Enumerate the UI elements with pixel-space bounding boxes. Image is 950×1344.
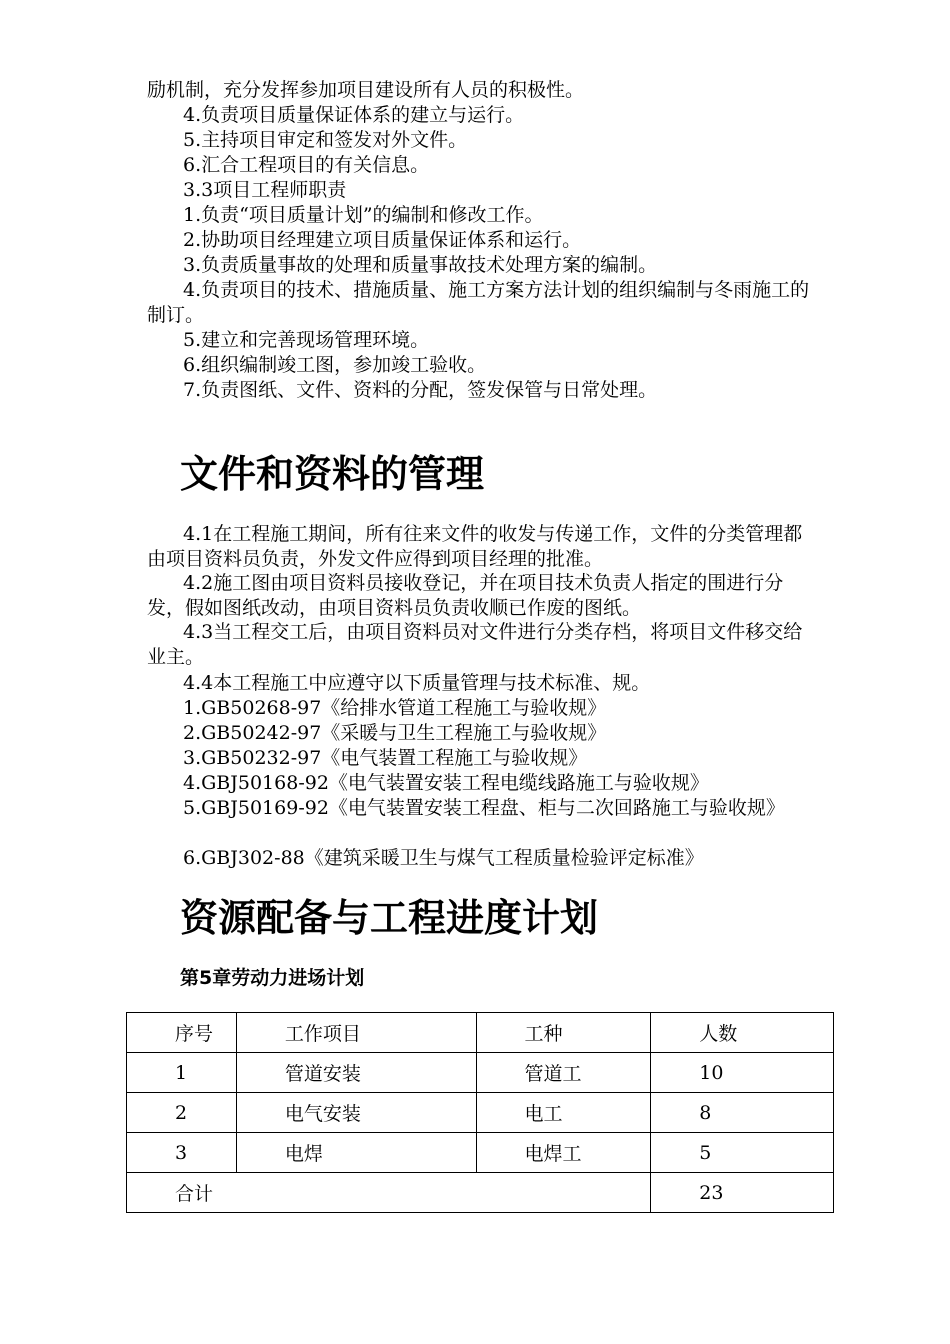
header-cell: 工作项目 [236, 1013, 476, 1053]
table-cell: 电气安装 [236, 1093, 476, 1133]
table-header-row [127, 1013, 834, 1053]
standard-item: 4.GBJ50168-92《电气装置安装工程电缆线路施工与验收规》 [183, 772, 709, 794]
header-cell: 人数 [651, 1013, 834, 1053]
table-cell: 电焊 [236, 1133, 476, 1173]
paragraph: 4.2施工图由项目资料员接收登记，并在项目技术负责人指定的围进行分发，假如图纸改动，由项目资料员负责收顺已作废的图纸。 [147, 572, 784, 619]
paragraph: 4.1在工程施工期间，所有往来文件的收发与传递工作，文件的分类管理都由项目资料员负责，外发文件应得到项目经理的批准。 [147, 523, 803, 570]
standard-item: 5.GBJ50169-92《电气装置安装工程盘、柜与二次回路施工与验收规》 [183, 797, 785, 819]
standard-item: 1.GB50268-97《给排水管道工程施工与验收规》 [183, 697, 607, 719]
table-cell: 电焊工 [476, 1133, 651, 1173]
chapter-title: 第5章劳动力进场计划 [180, 967, 365, 989]
paragraph-line: 3.负责质量事故的处理和质量事故技术处理方案的编制。 [183, 254, 658, 276]
paragraph-line: 6.汇合工程项目的有关信息。 [183, 154, 430, 176]
table-cell: 5 [651, 1133, 834, 1173]
table-cell: 3 [127, 1133, 237, 1173]
paragraph-line: 4.负责项目质量保证体系的建立与运行。 [183, 104, 525, 126]
header-cell: 工种 [476, 1013, 651, 1053]
paragraph: 4.3当工程交工后，由项目资料员对文件进行分类存档，将项目文件移交给业主。 [147, 621, 803, 668]
table-cell: 管道安装 [236, 1053, 476, 1093]
table-cell: 2 [127, 1093, 237, 1133]
paragraph-line: 6.组织编制竣工图，参加竣工验收。 [183, 354, 487, 376]
table-total-row [127, 1173, 834, 1213]
table-cell: 电工 [476, 1093, 651, 1133]
section-heading-resources: 资源配备与工程进度计划 [180, 896, 599, 940]
table-cell: 8 [651, 1093, 834, 1133]
table-cell: 10 [651, 1053, 834, 1093]
paragraph-line: 1.负责“项目质量计划”的编制和修改工作。 [183, 204, 544, 226]
paragraph-line: 4.负责项目的技术、措施质量、施工方案方法计划的组织编制与冬雨施工的制订。 [147, 279, 810, 326]
table-row [127, 1053, 834, 1093]
paragraph-line: 2.协助项目经理建立项目质量保证体系和运行。 [183, 229, 582, 251]
table-row [127, 1133, 834, 1173]
paragraph-line: 5.主持项目审定和签发对外文件。 [183, 129, 468, 151]
total-label-cell: 合计 [127, 1173, 651, 1213]
header-cell: 序号 [127, 1013, 237, 1053]
section-subtitle: 3.3项目工程师职责 [183, 179, 347, 201]
labor-plan-table [126, 1012, 834, 1213]
table-cell: 1 [127, 1053, 237, 1093]
total-value-cell: 23 [651, 1173, 834, 1213]
paragraph-line: 励机制，充分发挥参加项目建设所有人员的积极性。 [147, 79, 585, 101]
paragraph-line: 7.负责图纸、文件、资料的分配，签发保管与日常处理。 [183, 379, 658, 401]
standard-item: 2.GB50242-97《采暖与卫生工程施工与验收规》 [183, 722, 607, 744]
standard-item: 3.GB50232-97《电气装置工程施工与验收规》 [183, 747, 588, 769]
standard-item: 6.GBJ302-88《建筑采暖卫生与煤气工程质量检验评定标准》 [183, 847, 704, 869]
paragraph-line: 4.4本工程施工中应遵守以下质量管理与技术标准、规。 [183, 672, 651, 694]
paragraph-line: 5.建立和完善现场管理环境。 [183, 329, 430, 351]
section-heading-docs: 文件和资料的管理 [180, 452, 485, 496]
table-row [127, 1093, 834, 1133]
table-cell: 管道工 [476, 1053, 651, 1093]
